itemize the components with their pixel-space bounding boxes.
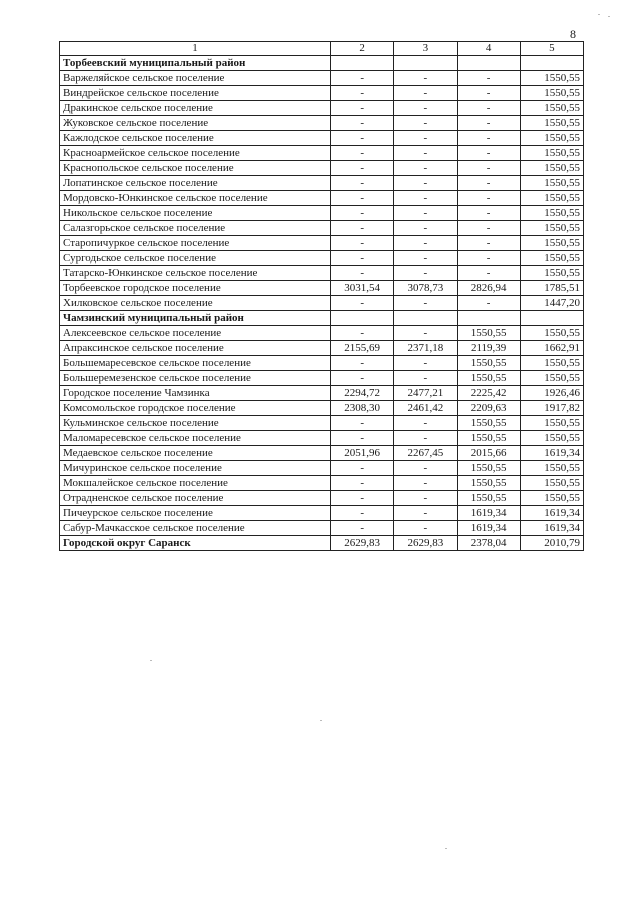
value-col5: 1550,55: [520, 101, 583, 116]
value-col5: 1550,55: [520, 236, 583, 251]
table-row: [60, 461, 584, 476]
value-col4: -: [457, 86, 520, 101]
value-col3: -: [394, 266, 457, 281]
empty-cell: [331, 56, 394, 71]
settlement-name: Маломаресевское сельское поселение: [60, 431, 331, 446]
column-number-row: [60, 42, 584, 56]
empty-cell: [394, 56, 457, 71]
table-row: [60, 341, 584, 356]
value-col5: 2010,79: [520, 536, 583, 551]
table-row: [60, 476, 584, 491]
table-row: [60, 281, 584, 296]
value-col2: -: [331, 266, 394, 281]
table-row: [60, 71, 584, 86]
value-col4: 2015,66: [457, 446, 520, 461]
settlement-name: Кажлодское сельское поселение: [60, 131, 331, 146]
value-col4: 1550,55: [457, 356, 520, 371]
settlement-name: Варжеляйское сельское поселение: [60, 71, 331, 86]
table-row: [60, 266, 584, 281]
value-col2: 3031,54: [331, 281, 394, 296]
table-row: [60, 491, 584, 506]
value-col5: 1550,55: [520, 476, 583, 491]
value-col2: -: [331, 476, 394, 491]
value-col3: -: [394, 131, 457, 146]
value-col3: 2477,21: [394, 386, 457, 401]
value-col5: 1550,55: [520, 221, 583, 236]
column-header: 2: [331, 42, 394, 56]
value-col5: 1550,55: [520, 71, 583, 86]
table-row: [60, 116, 584, 131]
table-row: [60, 101, 584, 116]
value-col3: -: [394, 236, 457, 251]
empty-cell: [520, 311, 583, 326]
settlement-name: Отрадненское сельское поселение: [60, 491, 331, 506]
value-col4: 1550,55: [457, 476, 520, 491]
value-col2: -: [331, 146, 394, 161]
value-col2: -: [331, 221, 394, 236]
value-col2: -: [331, 161, 394, 176]
table-row: [60, 86, 584, 101]
settlement-name: Татарско-Юнкинское сельское поселение: [60, 266, 331, 281]
value-col3: -: [394, 116, 457, 131]
value-col2: -: [331, 236, 394, 251]
value-col2: -: [331, 116, 394, 131]
value-col4: 1550,55: [457, 371, 520, 386]
value-col3: -: [394, 476, 457, 491]
table-row: [60, 431, 584, 446]
value-col3: -: [394, 86, 457, 101]
settlement-name: Жуковское сельское поселение: [60, 116, 331, 131]
value-col4: -: [457, 251, 520, 266]
value-col4: -: [457, 176, 520, 191]
value-col3: -: [394, 221, 457, 236]
value-col4: 1550,55: [457, 416, 520, 431]
value-col5: 1785,51: [520, 281, 583, 296]
value-col2: -: [331, 521, 394, 536]
table-row: [60, 386, 584, 401]
value-col4: -: [457, 101, 520, 116]
value-col5: 1619,34: [520, 506, 583, 521]
value-col3: -: [394, 431, 457, 446]
value-col3: 2629,83: [394, 536, 457, 551]
value-col3: -: [394, 356, 457, 371]
value-col2: -: [331, 431, 394, 446]
value-col5: 1550,55: [520, 371, 583, 386]
value-col3: -: [394, 521, 457, 536]
settlement-name: Мичуринское сельское поселение: [60, 461, 331, 476]
scan-speck: [608, 16, 610, 17]
empty-cell: [331, 311, 394, 326]
value-col5: 1619,34: [520, 446, 583, 461]
value-col5: 1619,34: [520, 521, 583, 536]
table-row: [60, 416, 584, 431]
value-col3: 3078,73: [394, 281, 457, 296]
value-col4: 1619,34: [457, 521, 520, 536]
settlement-name: Салазгорьское сельское поселение: [60, 221, 331, 236]
value-col4: -: [457, 296, 520, 311]
district-heading-row: [60, 311, 584, 326]
table-row: [60, 206, 584, 221]
value-col5: 1550,55: [520, 356, 583, 371]
table-row: [60, 356, 584, 371]
value-col3: -: [394, 371, 457, 386]
total-row: [60, 536, 584, 551]
value-col3: -: [394, 506, 457, 521]
value-col4: -: [457, 116, 520, 131]
value-col2: -: [331, 71, 394, 86]
value-col5: 1550,55: [520, 176, 583, 191]
value-col4: -: [457, 131, 520, 146]
settlement-name: Комсомольское городское поселение: [60, 401, 331, 416]
settlement-name: Алексеевское сельское поселение: [60, 326, 331, 341]
table-row: [60, 446, 584, 461]
tariff-table: [59, 41, 584, 551]
settlement-name: Апраксинское сельское поселение: [60, 341, 331, 356]
value-col5: 1550,55: [520, 491, 583, 506]
value-col2: -: [331, 416, 394, 431]
table-row: [60, 176, 584, 191]
value-col2: -: [331, 206, 394, 221]
value-col3: -: [394, 326, 457, 341]
table-row: [60, 161, 584, 176]
value-col5: 1550,55: [520, 86, 583, 101]
value-col3: -: [394, 71, 457, 86]
column-header: 1: [60, 42, 331, 56]
table-row: [60, 251, 584, 266]
table-row: [60, 191, 584, 206]
value-col2: -: [331, 86, 394, 101]
empty-cell: [394, 311, 457, 326]
value-col4: -: [457, 71, 520, 86]
value-col5: 1550,55: [520, 431, 583, 446]
value-col4: 2225,42: [457, 386, 520, 401]
value-col5: 1550,55: [520, 116, 583, 131]
settlement-name: Большеремезенское сельское поселение: [60, 371, 331, 386]
value-col3: -: [394, 176, 457, 191]
value-col3: -: [394, 101, 457, 116]
value-col4: 1550,55: [457, 431, 520, 446]
table-row: [60, 131, 584, 146]
settlement-name: Городской округ Саранск: [60, 536, 331, 551]
scan-speck: [320, 720, 322, 721]
value-col2: 2051,96: [331, 446, 394, 461]
table-row: [60, 506, 584, 521]
settlement-name: Городское поселение Чамзинка: [60, 386, 331, 401]
column-header: 5: [520, 42, 583, 56]
value-col5: 1550,55: [520, 251, 583, 266]
value-col3: -: [394, 206, 457, 221]
column-header: 3: [394, 42, 457, 56]
settlement-name: Никольское сельское поселение: [60, 206, 331, 221]
settlement-name: Кульминское сельское поселение: [60, 416, 331, 431]
value-col2: -: [331, 356, 394, 371]
settlement-name: Хилковское сельское поселение: [60, 296, 331, 311]
settlement-name: Красноармейское сельское поселение: [60, 146, 331, 161]
value-col5: 1550,55: [520, 416, 583, 431]
value-col2: -: [331, 371, 394, 386]
value-col2: 2629,83: [331, 536, 394, 551]
settlement-name: Пичеурское сельское поселение: [60, 506, 331, 521]
value-col2: -: [331, 131, 394, 146]
value-col2: -: [331, 506, 394, 521]
value-col5: 1447,20: [520, 296, 583, 311]
district-title: Торбеевский муниципальный район: [60, 56, 331, 71]
value-col4: 2209,63: [457, 401, 520, 416]
settlement-name: Медаевское сельское поселение: [60, 446, 331, 461]
value-col4: -: [457, 206, 520, 221]
value-col2: 2308,30: [331, 401, 394, 416]
settlement-name: Торбеевское городское поселение: [60, 281, 331, 296]
settlement-name: Лопатинское сельское поселение: [60, 176, 331, 191]
table-row: [60, 521, 584, 536]
value-col5: 1550,55: [520, 131, 583, 146]
table-row: [60, 371, 584, 386]
value-col4: -: [457, 161, 520, 176]
value-col3: 2267,45: [394, 446, 457, 461]
value-col4: -: [457, 191, 520, 206]
value-col2: 2294,72: [331, 386, 394, 401]
settlement-name: Большемаресевское сельское поселение: [60, 356, 331, 371]
empty-cell: [520, 56, 583, 71]
value-col3: -: [394, 491, 457, 506]
value-col3: -: [394, 461, 457, 476]
table-row: [60, 146, 584, 161]
value-col4: -: [457, 236, 520, 251]
settlement-name: Сабур-Мачкасское сельское поселение: [60, 521, 331, 536]
value-col4: 1550,55: [457, 461, 520, 476]
value-col5: 1550,55: [520, 326, 583, 341]
value-col3: -: [394, 146, 457, 161]
table-row: [60, 326, 584, 341]
settlement-name: Виндрейское сельское поселение: [60, 86, 331, 101]
value-col4: -: [457, 146, 520, 161]
value-col4: 2378,04: [457, 536, 520, 551]
value-col4: 2119,39: [457, 341, 520, 356]
empty-cell: [457, 311, 520, 326]
value-col2: -: [331, 251, 394, 266]
value-col4: -: [457, 266, 520, 281]
value-col3: 2461,42: [394, 401, 457, 416]
value-col5: 1550,55: [520, 206, 583, 221]
value-col5: 1662,91: [520, 341, 583, 356]
value-col2: -: [331, 326, 394, 341]
value-col2: 2155,69: [331, 341, 394, 356]
settlement-name: Краснопольское сельское поселение: [60, 161, 331, 176]
value-col2: -: [331, 191, 394, 206]
settlement-name: Мокшалейское сельское поселение: [60, 476, 331, 491]
value-col5: 1550,55: [520, 146, 583, 161]
value-col5: 1550,55: [520, 191, 583, 206]
value-col3: -: [394, 416, 457, 431]
settlement-name: Сургодьское сельское поселение: [60, 251, 331, 266]
value-col5: 1550,55: [520, 161, 583, 176]
settlement-name: Старопичуркое сельское поселение: [60, 236, 331, 251]
value-col2: -: [331, 461, 394, 476]
table-row: [60, 401, 584, 416]
table-row: [60, 221, 584, 236]
value-col5: 1550,55: [520, 266, 583, 281]
scan-speck: [445, 848, 447, 849]
value-col2: -: [331, 101, 394, 116]
value-col2: -: [331, 296, 394, 311]
value-col3: -: [394, 191, 457, 206]
settlement-name: Мордовско-Юнкинское сельское поселение: [60, 191, 331, 206]
value-col4: -: [457, 221, 520, 236]
value-col5: 1917,82: [520, 401, 583, 416]
table-row: [60, 236, 584, 251]
table-row: [60, 296, 584, 311]
district-heading-row: [60, 56, 584, 71]
value-col3: -: [394, 251, 457, 266]
settlement-name: Дракинское сельское поселение: [60, 101, 331, 116]
value-col5: 1550,55: [520, 461, 583, 476]
scan-speck: [150, 660, 152, 661]
value-col4: 2826,94: [457, 281, 520, 296]
value-col2: -: [331, 491, 394, 506]
column-header: 4: [457, 42, 520, 56]
scan-speck: [598, 14, 600, 15]
value-col4: 1619,34: [457, 506, 520, 521]
value-col4: 1550,55: [457, 491, 520, 506]
value-col3: -: [394, 296, 457, 311]
empty-cell: [457, 56, 520, 71]
page-number: 8: [570, 27, 576, 41]
table-body: [60, 42, 584, 551]
value-col5: 1926,46: [520, 386, 583, 401]
district-title: Чамзинский муниципальный район: [60, 311, 331, 326]
value-col3: -: [394, 161, 457, 176]
value-col2: -: [331, 176, 394, 191]
value-col3: 2371,18: [394, 341, 457, 356]
value-col4: 1550,55: [457, 326, 520, 341]
